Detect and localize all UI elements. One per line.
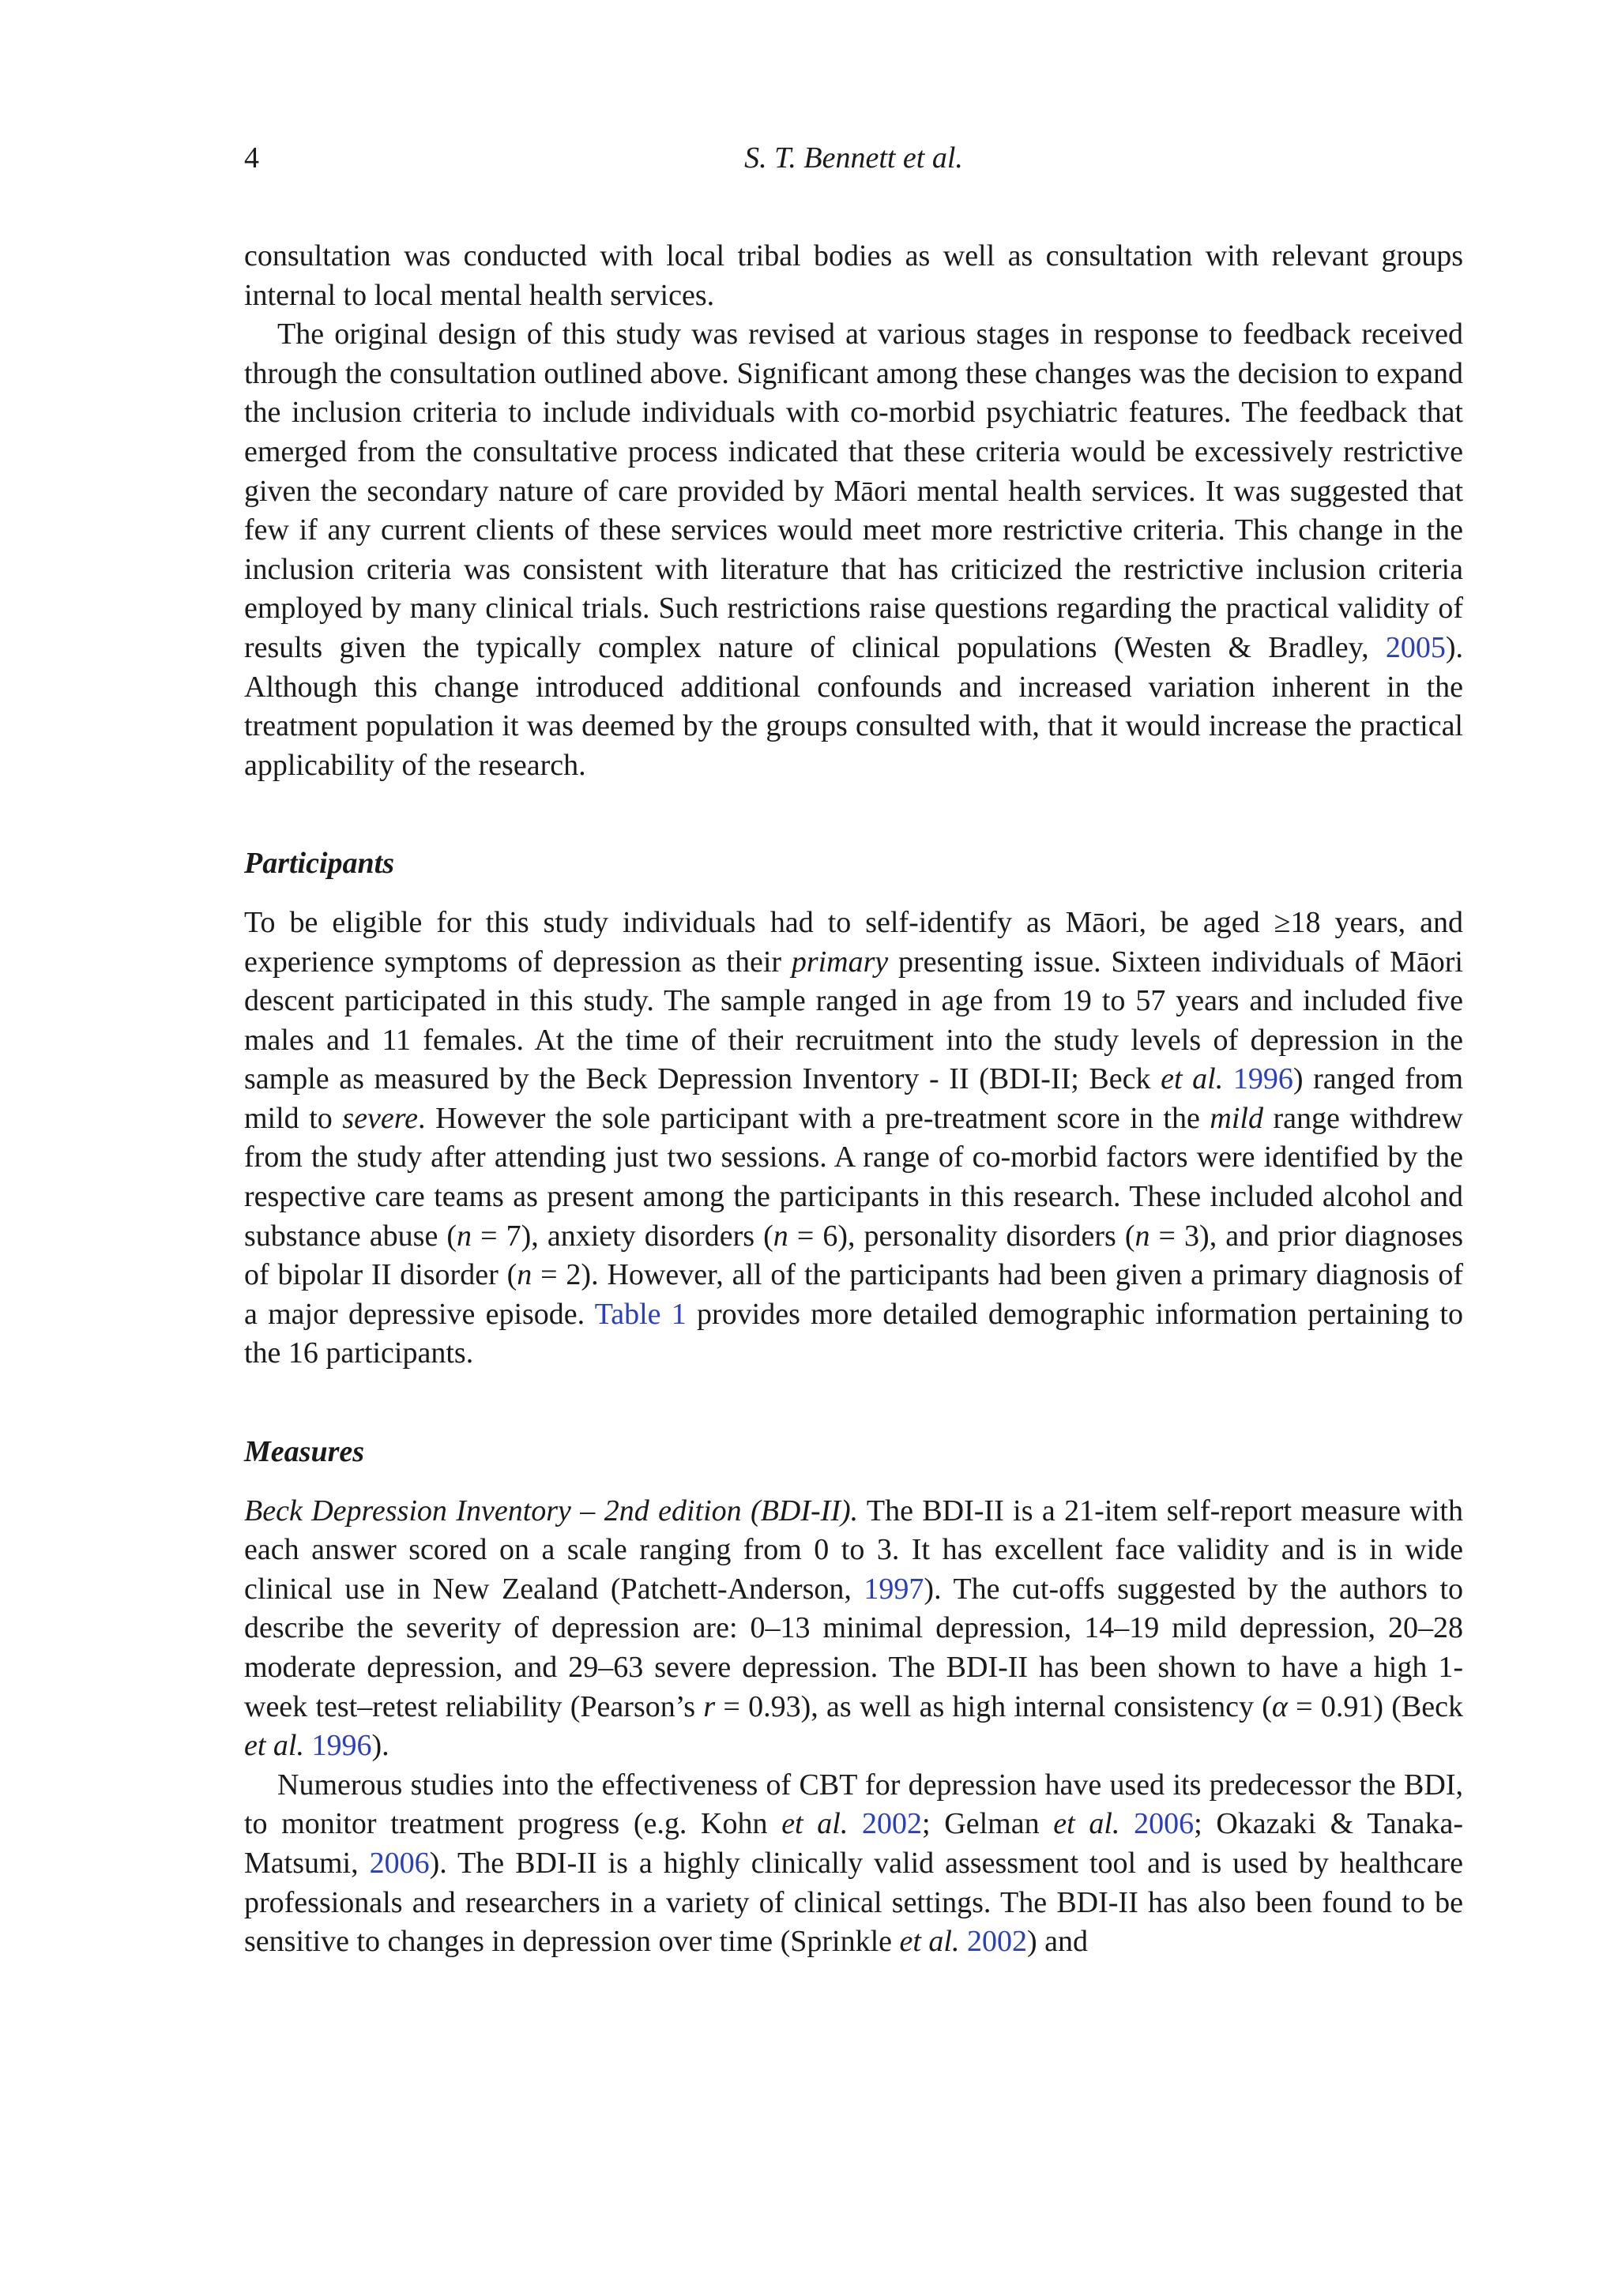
citation-link-2006a[interactable]: 2006 [1134,1807,1195,1841]
running-head: S. T. Bennett et al. [744,141,963,175]
citation-link-2006b[interactable]: 2006 [369,1846,430,1880]
page [244,0,1463,1962]
page-number: 4 [244,141,259,175]
section-heading-measures: Measures [244,1435,365,1469]
measures-paragraph-1: Beck Depression Inventory – 2nd edition (BDI-II). The BDI-II is a 21-item self-report measure with each answer scored on a scale ranging from 0 to 3. It has excellent face validity and is in wide clinical use in New Zealand (Patchett-Anderson, 1997). The cut-offs suggested by the authors to describe the severity of depression are: 0–13 minimal depression, 14–19 mild depression, 20–28 moderate depression, and 29–63 severe depression. The BDI-II has been shown to have a high 1-week test–retest reliability (Pearson’s r = 0.93), as well as high internal consistency (α = 0.91) (Beck et al. 1996). [244,1494,1464,1763]
bdi-subheading: Beck Depression Inventory – 2nd edition (BDI-II). [244,1494,859,1528]
citation-link-2002b[interactable]: 2002 [966,1925,1027,1959]
citation-link-1996b[interactable]: 1996 [311,1729,372,1763]
table-1-link[interactable]: Table 1 [594,1297,687,1331]
measures-paragraph-2: Numerous studies into the effectiveness of CBT for depression have used its predecessor the BDI, to monitor treatment progress (e.g. Kohn et al. 2002; Gelman et al. 2006; Okazaki & Tanaka-Matsumi, 2006). The BDI-II is a highly clinically valid assessment tool and is used by healthcare professionals and researchers in a variety of clinical settings. The BDI-II has also been found to be sensitive to changes in depression over time (Sprinkle et al. 2002) and [244,1768,1464,1959]
page-header [244,141,1463,188]
section-heading-participants: Participants [244,847,395,881]
intro-paragraph-1: consultation was conducted with local tribal bodies as well as consultation with relevant groups internal to local mental health services. [244,239,1463,312]
intro-paragraph-2: The original design of this study was revised at various stages in response to feedback received through the consultation outlined above. Significant among these changes was the decision to expand the inclusion criteria to include individuals with co-morbid psychiatric features. The feedback that emerged from the consultative process indicated that these criteria would be excessively restrictive given the secondary nature of care provided by Māori mental health services. It was suggested that few if any current clients of these services would meet more restrictive criteria. This change in the inclusion criteria was consistent with literature that has criticized the restrictive inclusion criteria employed by many clinical trials. Such restrictions raise questions regarding the practical validity of results given the typically complex nature of clinical populations (Westen & Bradley, 2005). Although this change introduced additional confounds and increased variation inherent in the treatment population it was deemed by the groups consulted with, that it would increase the practical applicability of the research. [244,318,1463,782]
body-text [244,237,1463,1962]
citation-link-2005[interactable]: 2005 [1385,630,1446,664]
participants-paragraph: To be eligible for this study individuals had to self-identify as Māori, be aged ≥18 years, and experience symptoms of depression as their primary presenting issue. Sixteen individuals of Māori descent participated in this study. The sample ranged in age from 19 to 57 years and included five males and 11 females. At the time of their recruitment into the study levels of depression in the sample as measured by the Beck Depression Inventory - II (BDI-II; Beck et al. 1996) ranged from mild to severe. However the sole participant with a pre-treatment score in the mild range withdrew from the study after attending just two sessions. A range of co-morbid factors were identified by the respective care teams as present among the participants in this research. These included alcohol and substance abuse (n = 7), anxiety disorders (n = 6), personality disorders (n = 3), and prior diagnoses of bipolar II disorder (n = 2). However, all of the participants had been given a primary diagnosis of a major depressive episode. Table 1 provides more detailed demographic information pertaining to the 16 participants. [244,905,1464,1370]
citation-link-1997[interactable]: 1997 [864,1572,924,1606]
citation-link-1996[interactable]: 1996 [1232,1062,1293,1096]
citation-link-2002[interactable]: 2002 [862,1807,923,1841]
